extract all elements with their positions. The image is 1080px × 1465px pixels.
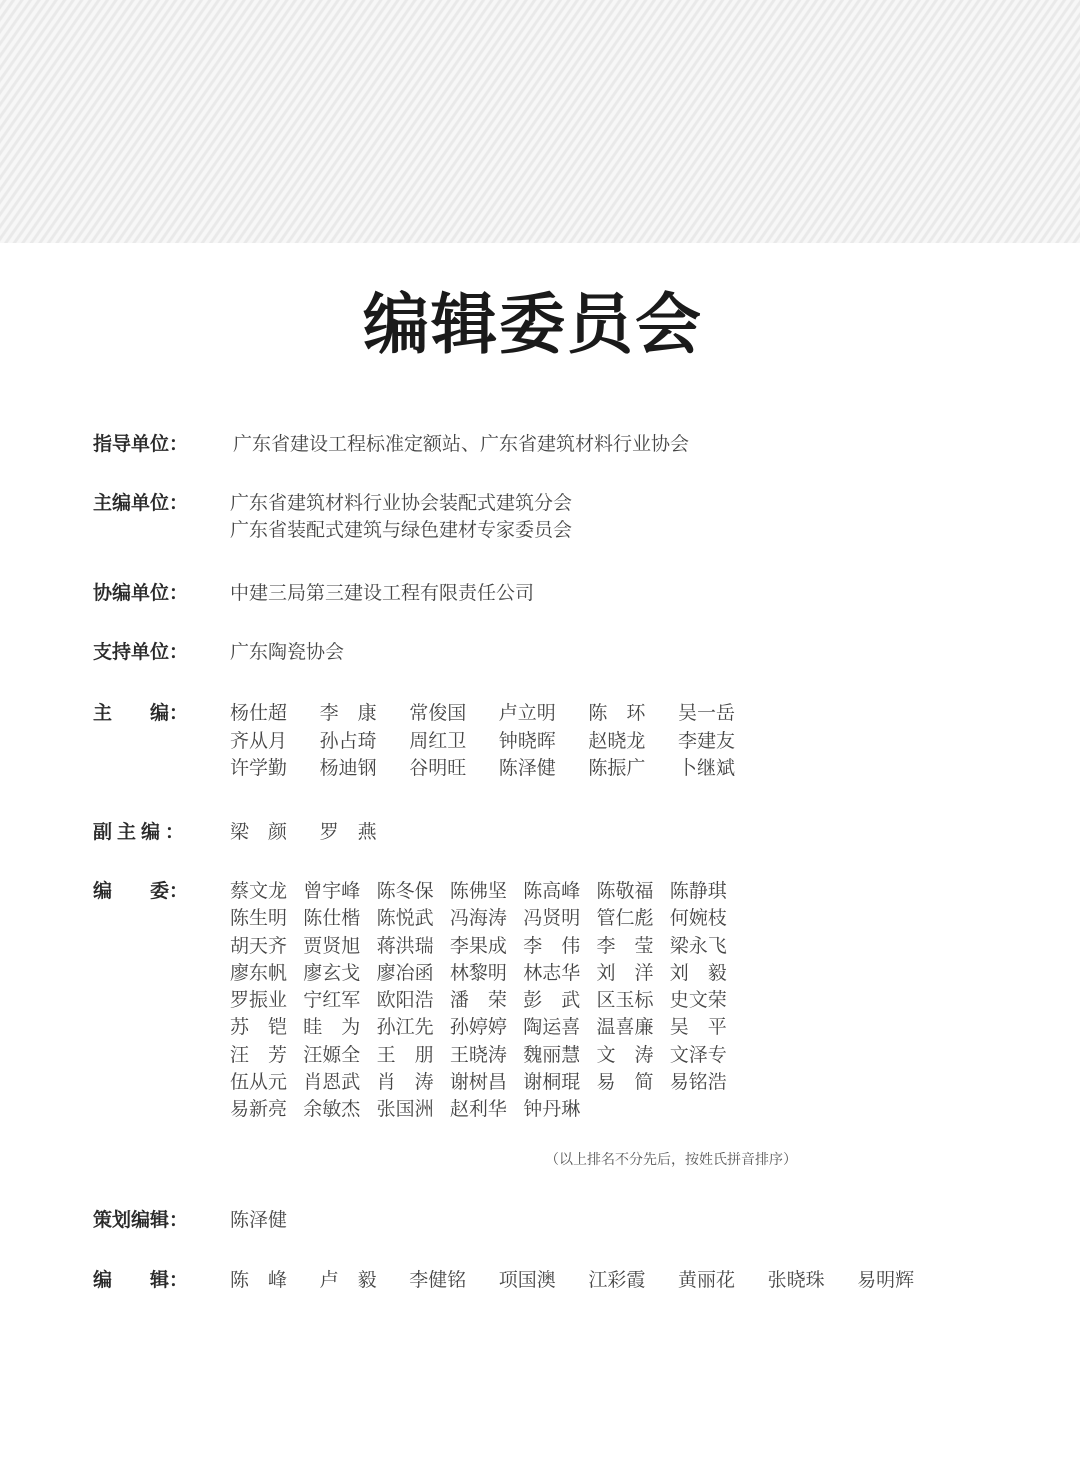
person-name: 陈悦武 — [376, 907, 434, 930]
person-name: 冯贤明 — [523, 907, 581, 930]
person-name: 赵晓龙 — [588, 729, 646, 752]
person-name: 苏 铠 — [230, 1016, 288, 1039]
person-name: 周红卫 — [409, 729, 467, 752]
section-guiding-unit — [93, 431, 689, 458]
person-name: 廖冶函 — [376, 961, 434, 984]
section-label: 主 编： — [93, 702, 189, 724]
person-name: 陶运喜 — [523, 1016, 581, 1039]
person-name: 欧阳浩 — [376, 989, 434, 1012]
section-committee-members — [93, 878, 743, 1124]
person-name: 陈佛坚 — [449, 880, 507, 902]
person-name: 陈静琪 — [669, 880, 727, 902]
person-name: 李 莹 — [596, 934, 654, 957]
person-name: 梁永飞 — [669, 934, 727, 957]
section-deputy-chief-editors — [93, 819, 409, 846]
person-name: 孙婷婷 — [449, 1016, 507, 1039]
person-name: 史文荣 — [669, 989, 727, 1012]
person-name: 李果成 — [449, 934, 507, 957]
person-name: 贾贤旭 — [303, 934, 361, 957]
person-name: 杨迪钢 — [319, 757, 377, 779]
section-label: 副主编： — [93, 821, 190, 843]
person-name: 易 简 — [596, 1071, 654, 1094]
person-name: 赵利华 — [449, 1098, 507, 1121]
person-name: 李健铭 — [409, 1269, 467, 1291]
person-name: 伍从元 — [230, 1071, 288, 1094]
person-name: 易铭浩 — [669, 1071, 727, 1094]
person-name: 陈 环 — [588, 702, 646, 724]
person-name: 陈仕楷 — [303, 907, 361, 930]
person-name: 王 朋 — [376, 1043, 434, 1066]
person-name: 江彩霞 — [588, 1269, 646, 1291]
person-name: 钟丹琳 — [523, 1098, 581, 1121]
person-name: 管仁彪 — [596, 907, 654, 930]
section-label: 编 委： — [93, 880, 189, 902]
person-name: 吴 平 — [669, 1016, 727, 1039]
person-name: 冯海涛 — [449, 907, 507, 930]
section-value — [230, 490, 572, 544]
ordering-note: （以上排名不分先后，按姓氏拼音排序） — [545, 1152, 797, 1168]
person-name: 肖 涛 — [376, 1071, 434, 1094]
person-name: 曾宇峰 — [303, 880, 361, 902]
person-name: 区玉标 — [596, 989, 654, 1012]
person-name: 蔡文龙 — [230, 880, 288, 902]
person-name: 汪 芳 — [230, 1043, 288, 1066]
person-name: 余敏杰 — [303, 1098, 361, 1121]
section-chief-editing-unit — [93, 490, 572, 544]
person-name: 卢立明 — [498, 702, 556, 724]
section-label: 策划编辑： — [93, 1209, 189, 1231]
person-name: 刘 毅 — [669, 961, 727, 984]
page-title: 编辑委员会 — [363, 286, 703, 363]
person-name: 卜继斌 — [677, 757, 735, 779]
chief-editors-grid — [230, 700, 768, 783]
section-planning-editor — [93, 1207, 320, 1234]
unit-line: 广东省建设工程标准定额站、广东省建筑材料行业协会 — [233, 433, 690, 455]
person-name: 眭 为 — [303, 1016, 361, 1039]
person-name: 刘 洋 — [596, 961, 654, 984]
person-name: 孙占琦 — [319, 729, 377, 752]
person-name: 常俊国 — [409, 702, 467, 724]
person-name: 廖东帆 — [230, 961, 288, 984]
section-label: 主编单位： — [93, 492, 189, 514]
header-texture-banner — [0, 0, 1080, 243]
person-name: 魏丽慧 — [523, 1043, 581, 1066]
person-name: 罗振业 — [230, 989, 288, 1012]
person-name: 罗 燕 — [319, 821, 377, 843]
person-name: 温喜廉 — [596, 1016, 654, 1039]
unit-line: 中建三局第三建设工程有限责任公司 — [230, 582, 535, 604]
person-name: 杨仕超 — [230, 702, 288, 724]
person-name: 文 涛 — [596, 1043, 654, 1066]
person-name: 宁红军 — [303, 989, 361, 1012]
person-name: 何婉枝 — [669, 907, 727, 930]
person-name: 潘 荣 — [449, 989, 507, 1012]
person-name: 谢桐琨 — [523, 1071, 581, 1094]
section-label: 指导单位： — [93, 433, 189, 455]
unit-line: 广东省建筑材料行业协会装配式建筑分会 — [230, 492, 573, 514]
person-name: 陈泽健 — [230, 1209, 288, 1231]
editors-row — [230, 1267, 947, 1294]
section-value — [230, 639, 344, 666]
person-name: 彭 武 — [523, 989, 581, 1012]
section-editors — [93, 1267, 947, 1294]
person-name: 陈冬保 — [376, 880, 434, 902]
person-name: 谷明旺 — [409, 757, 467, 779]
person-name: 陈生明 — [230, 907, 288, 930]
person-name: 齐从月 — [230, 729, 288, 752]
person-name: 林黎明 — [449, 961, 507, 984]
person-name: 许学勤 — [230, 757, 288, 779]
planning-editor-row — [230, 1207, 320, 1234]
unit-line: 广东陶瓷协会 — [230, 641, 345, 663]
person-name: 李建友 — [677, 729, 735, 752]
person-name: 廖玄戈 — [303, 961, 361, 984]
person-name: 陈敬福 — [596, 880, 654, 902]
section-label: 编 辑： — [93, 1269, 189, 1291]
person-name: 陈高峰 — [523, 880, 581, 902]
person-name: 李 伟 — [523, 934, 581, 957]
person-name: 王晓涛 — [449, 1043, 507, 1066]
person-name: 蒋洪瑞 — [376, 934, 434, 957]
person-name: 文泽专 — [669, 1043, 727, 1066]
person-name: 孙江先 — [376, 1016, 434, 1039]
person-name: 林志华 — [523, 961, 581, 984]
person-name: 肖恩武 — [303, 1071, 361, 1094]
person-name: 梁 颜 — [230, 821, 288, 843]
deputy-editors-row — [230, 819, 409, 846]
person-name: 项国澳 — [498, 1269, 556, 1291]
person-name: 陈 峰 — [230, 1269, 288, 1291]
committee-members-grid — [230, 878, 743, 1124]
person-name: 卢 毅 — [319, 1269, 377, 1291]
person-name: 吴一岳 — [677, 702, 735, 724]
section-supporting-unit — [93, 639, 344, 666]
person-name: 陈泽健 — [498, 757, 556, 779]
person-name: 钟晓晖 — [498, 729, 556, 752]
person-name: 张国洲 — [376, 1098, 434, 1121]
section-value — [230, 580, 534, 607]
unit-line: 广东省装配式建筑与绿色建材专家委员会 — [230, 519, 573, 541]
person-name: 易新亮 — [230, 1098, 288, 1121]
person-name: 陈振广 — [588, 757, 646, 779]
person-name: 李 康 — [319, 702, 377, 724]
section-chief-editors — [93, 700, 768, 783]
section-value — [230, 431, 689, 458]
person-name: 易明辉 — [857, 1269, 915, 1291]
person-name: 黄丽花 — [677, 1269, 735, 1291]
section-label: 协编单位： — [93, 582, 189, 604]
person-name: 谢树昌 — [449, 1071, 507, 1094]
section-label: 支持单位： — [93, 641, 189, 663]
section-co-editing-unit — [93, 580, 534, 607]
person-name: 胡天齐 — [230, 934, 288, 957]
person-name: 张晓珠 — [767, 1269, 825, 1291]
person-name: 汪嫄全 — [303, 1043, 361, 1066]
